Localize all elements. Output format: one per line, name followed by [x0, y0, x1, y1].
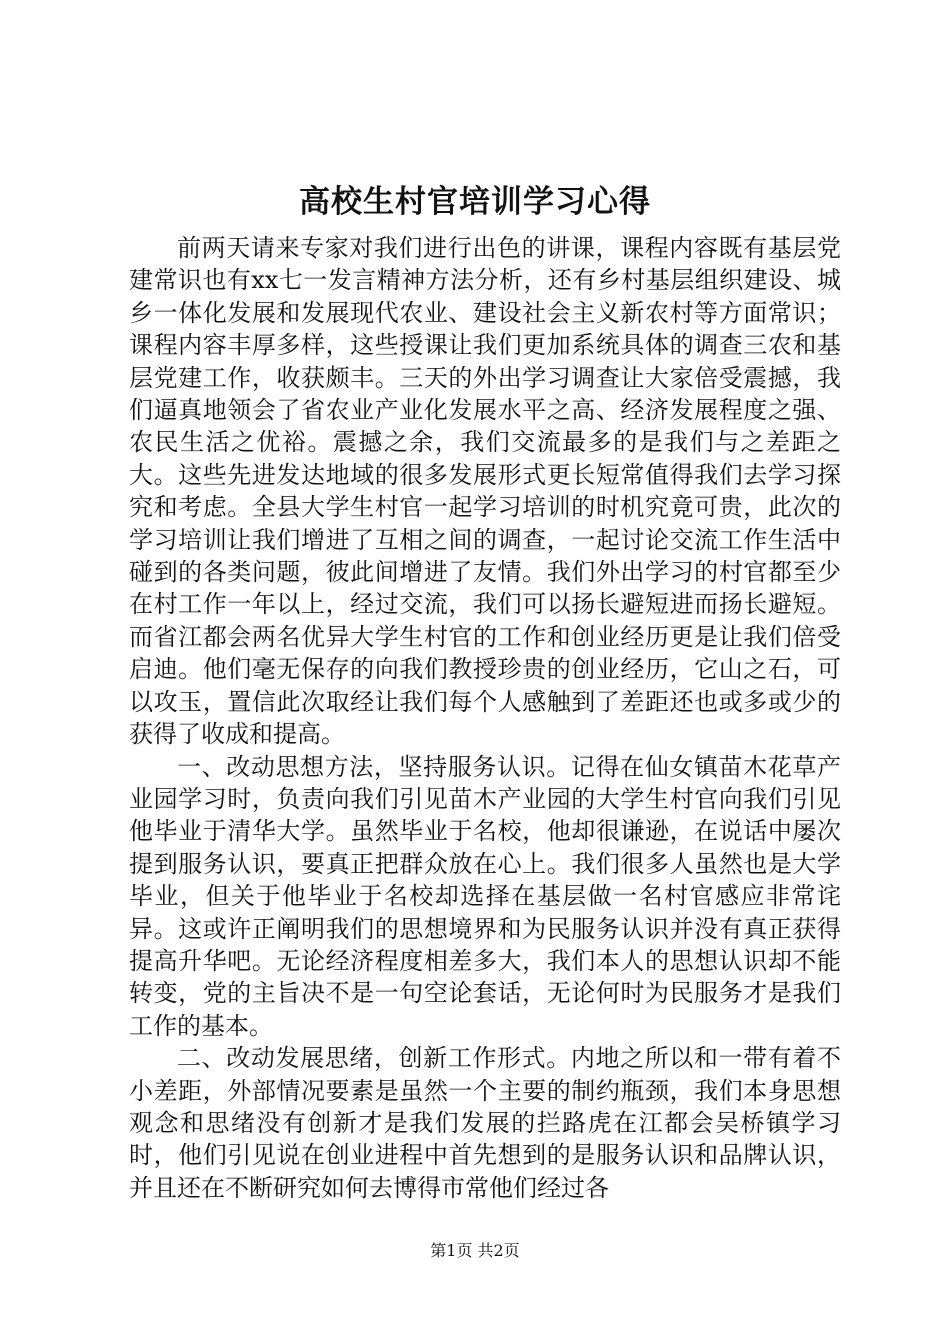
paragraph-3: 二、改动发展思绪，创新工作形式。内地之所以和一带有着不小差距，外部情况要素是虽然一个主要的制约瓶颈，我们本身思想观念和思绪没有创新才是我们发展的拦路虎在江都会吴桥镇学习时，他们引见说在创业进程中首先想到的是服务认识和品牌认识，并且还在不断研究如何去博得市常他们经过各 [129, 1044, 841, 1202]
document-body [129, 232, 841, 1204]
paragraph-1: 前两天请来专家对我们进行出色的讲课，课程内容既有基层党建常识也有xx七一发言精神方法分析，还有乡村基层组织建设、城乡一体化发展和发展现代农业、建设社会主义新农村等方面常识；课程内容丰厚多样，这些授课让我们更加系统具体的调查三农和基层党建工作，收获颇丰。三天的外出学习调查让大家倍受震撼，我们逼真地领会了省农业产业化发展水平之高、经济发展程度之强、农民生活之优裕。震撼之余，我们交流最多的是我们与之差距之大。这些先进发达地域的很多发展形式更长短常值得我们去学习探究和考虑。全县大学生村官一起学习培训的时机究竟可贵，此次的学习培训让我们增进了互相之间的调查，一起讨论交流工作生活中碰到的各类问题，彼此间增进了友情。我们外出学习的村官都至少在村工作一年以上，经过交流，我们可以扬长避短进而扬长避短。而省江都会两名优异大学生村官的工作和创业经历更是让我们倍受启迪。他们毫无保存的向我们教授珍贵的创业经历，它山之石，可以攻玉，置信此次取经让我们每个人感触到了差距还也或多或少的获得了收成和提高。 [129, 234, 841, 749]
page-footer: 第1页 共2页 [430, 1241, 520, 1260]
paragraph-2: 一、改动思想方法，坚持服务认识。记得在仙女镇苗木花草产业园学习时，负责向我们引见苗木产业园的大学生村官向我们引见他毕业于清华大学。虽然毕业于名校，他却很谦逊，在说话中屡次提到服务认识，要真正把群众放在心上。我们很多人虽然也是大学毕业，但关于他毕业于名校却选择在基层做一名村官感应非常诧异。这或许正阐明我们的思想境界和为民服务认识并没有真正获得提高升华吧。无论经济程度相差多大，我们本人的思想认识却不能转变，党的主旨决不是一句空论套话，无论何时为民服务才是我们工作的基本。 [129, 752, 841, 1040]
document-title: 高校生村官培训学习心得 [299, 184, 651, 220]
